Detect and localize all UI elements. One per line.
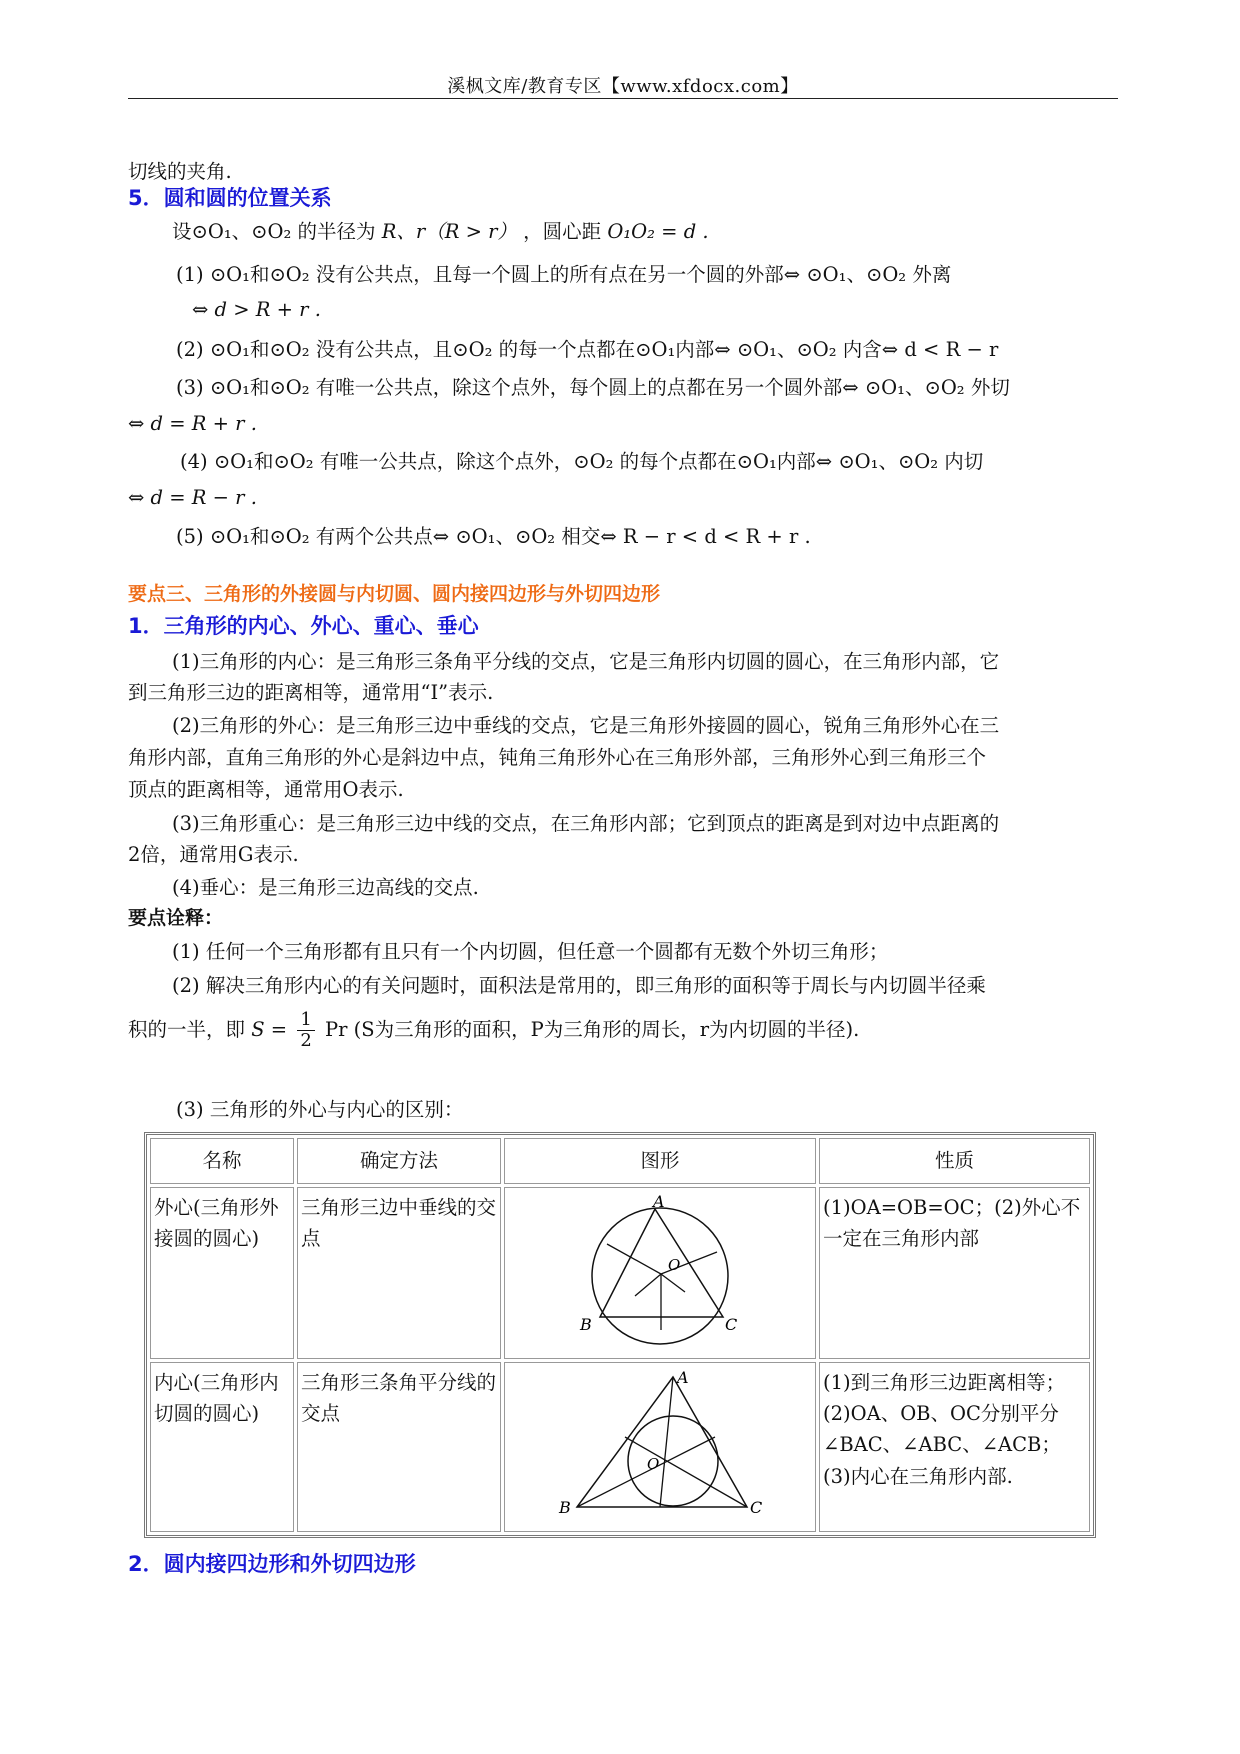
para-2-line-3: 顶点的距离相等，通常用O表示. xyxy=(128,778,404,801)
section-2-title: 2．圆内接四边形和外切四边形 xyxy=(128,1552,416,1576)
note-1: (1) 任何一个三角形都有且只有一个内切圆，但任意一个圆都有无数个外切三角形； xyxy=(172,940,889,963)
table-header-row xyxy=(150,1138,1090,1184)
para-2-line-2: 角形内部，直角三角形的外心是斜边中点，钝角三角形外心在三角形外部，三角形外心到三角形三个 xyxy=(128,746,987,769)
row-properties: (1)OA=OB=OC；(2)外心不一定在三角形内部 xyxy=(819,1187,1090,1359)
header-figure: 图形 xyxy=(504,1138,816,1184)
table-row xyxy=(150,1187,1090,1359)
row-properties: (1)到三角形三边距离相等；(2)OA、OB、OC分别平分∠BAC、∠ABC、∠ACB；(3)内心在三角形内部. xyxy=(819,1362,1090,1532)
header-name: 名称 xyxy=(150,1138,294,1184)
note-2-prefix: 积的一半，即 xyxy=(128,1017,246,1041)
perpendicular-bisector-ab xyxy=(607,1244,661,1274)
circumcenter-figure xyxy=(575,1192,745,1354)
para-4-line: (4)垂心：是三角形三边高线的交点. xyxy=(172,876,479,899)
text-line: 切线的夹角. xyxy=(128,160,232,183)
case-5-line: (5) ⊙O₁和⊙O₂ 有两个公共点⇔ ⊙O₁、⊙O₂ 相交⇔ R − r < d < R + r . xyxy=(176,525,811,548)
note-3: (3) 三角形的外心与内心的区别： xyxy=(176,1098,464,1121)
para-2-line-1: (2)三角形的外心：是三角形三边中垂线的交点，它是三角形外接圆的圆心，锐角三角形外心在三 xyxy=(172,714,1000,737)
figure-cell xyxy=(504,1362,816,1532)
label-c: C xyxy=(725,1315,738,1334)
row-name: 外心(三角形外接圆的圆心) xyxy=(150,1187,294,1359)
formula-fraction xyxy=(297,1010,314,1051)
bisector-extension xyxy=(661,1274,685,1292)
formula-lhs: S = xyxy=(251,1017,288,1041)
para-3-line-2: 2倍，通常用G表示. xyxy=(128,843,299,866)
para-3-line-1: (3)三角形重心：是三角形三边中线的交点，在三角形内部；它到顶点的距离是到对边中点距离的 xyxy=(172,812,1000,835)
fraction-numerator: 1 xyxy=(297,1010,314,1031)
label-a: A xyxy=(677,1368,689,1387)
page-header: 溪枫文库/教育专区【www.xfdocx.com】 xyxy=(447,76,799,97)
angle-bisector-a xyxy=(660,1377,673,1507)
case-3-line-1: (3) ⊙O₁和⊙O₂ 有唯一公共点，除这个点外，每个圆上的点都在另一个圆外部⇔ ⊙O₁、⊙O₂ 外切 xyxy=(176,376,1010,399)
intro-radii: R、r（R > r） xyxy=(381,220,517,243)
case-1-line-1: (1) ⊙O₁和⊙O₂ 没有公共点，且每一个圆上的所有点在另一个圆的外部⇔ ⊙O₁、⊙O₂ 外离 xyxy=(176,263,952,286)
label-c: C xyxy=(750,1498,763,1517)
intro-text: 设⊙O₁、⊙O₂ 的半径为 xyxy=(172,220,376,243)
case-3-line-2: ⇔ d = R + r . xyxy=(128,412,257,435)
figure-cell xyxy=(504,1187,816,1359)
intro-distance: O₁O₂ = d . xyxy=(607,220,709,243)
note-2-suffix: (S为三角形的面积，P为三角形的周长，r为内切圆的半径). xyxy=(353,1017,860,1041)
section-1-title: 1．三角形的内心、外心、重心、垂心 xyxy=(128,614,479,638)
label-b: B xyxy=(580,1315,592,1334)
section-5-title: 5．圆和圆的位置关系 xyxy=(128,186,332,210)
table-row xyxy=(150,1362,1090,1532)
case-4-line-1: (4) ⊙O₁和⊙O₂ 有唯一公共点，除这个点外，⊙O₂ 的每个点都在⊙O₁内部⇔ ⊙O₁、⊙O₂ 内切 xyxy=(180,450,984,473)
incenter-figure xyxy=(555,1367,765,1527)
label-o: O xyxy=(668,1256,681,1274)
case-2-line: (2) ⊙O₁和⊙O₂ 没有公共点，且⊙O₂ 的每一个点都在⊙O₁内部⇔ ⊙O₁、⊙O₂ 内含⇔ d < R − r xyxy=(176,338,999,361)
case-4-line-2: ⇔ d = R − r . xyxy=(128,486,257,509)
fraction-denominator: 2 xyxy=(300,1029,312,1051)
para-1-line-1: (1)三角形的内心：是三角形三条角平分线的交点，它是三角形内切圆的圆心，在三角形内部，它 xyxy=(172,650,1000,673)
comparison-table xyxy=(144,1132,1096,1538)
header-method: 确定方法 xyxy=(297,1138,501,1184)
case-1-line-2: ⇔ d > R + r . xyxy=(192,298,321,321)
note-2-line-2 xyxy=(128,1010,859,1051)
row-method: 三角形三边中垂线的交点 xyxy=(297,1187,501,1359)
row-name: 内心(三角形内切圆的圆心) xyxy=(150,1362,294,1532)
circumcircle xyxy=(592,1208,728,1344)
header-divider xyxy=(128,98,1118,99)
note-2-line-1: (2) 解决三角形内心的有关问题时，面积法是常用的，即三角形的面积等于周长与内切圆半径乘 xyxy=(172,974,986,997)
incircle xyxy=(628,1416,718,1506)
formula-rhs: Pr xyxy=(324,1017,348,1041)
para-1-line-2: 到三角形三边的距离相等，通常用“I”表示. xyxy=(128,681,494,704)
section-5-intro xyxy=(172,220,709,243)
header-properties: 性质 xyxy=(819,1138,1090,1184)
notes-title: 要点诠释： xyxy=(128,907,224,929)
key-point-3-title: 要点三、三角形的外接圆与内切圆、圆内接四边形与外切四边形 xyxy=(128,583,661,605)
bisector-extension xyxy=(635,1274,661,1296)
label-b: B xyxy=(559,1498,571,1517)
row-method: 三角形三条角平分线的交点 xyxy=(297,1362,501,1532)
angle-bisector-c xyxy=(625,1437,747,1507)
label-o: O xyxy=(647,1455,660,1473)
label-a: A xyxy=(653,1192,665,1211)
intro-text-2: ，圆心距 xyxy=(523,220,602,243)
